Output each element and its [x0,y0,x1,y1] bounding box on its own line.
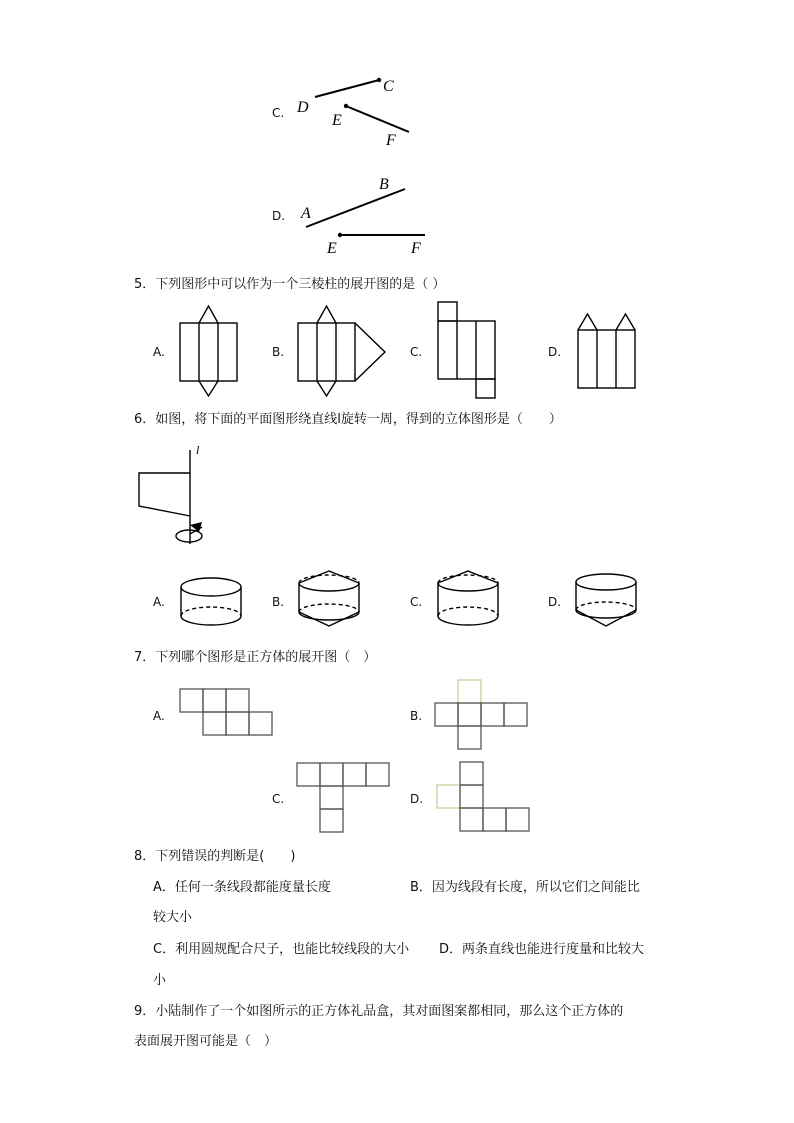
q4c-point-c: C [383,78,394,95]
q5-option-c-net [434,300,499,402]
q7-option-a-net [175,684,275,742]
q7-option-d-label: D. [410,792,424,806]
q4-option-d-figure [290,172,440,258]
q7-option-a-label: A. [153,709,165,723]
q4d-point-b: B [379,176,389,193]
q9-stem-line1: 9．小陆制作了一个如图所示的正方体礼品盒，其对面图案都相同，那么这个正方体的 [134,1004,624,1019]
q8-option-b-line2: 较大小 [153,910,193,925]
q4c-point-e: E [332,112,342,129]
q4d-point-f: F [411,240,421,257]
q6-rotation-figure [130,440,220,550]
q5-option-b-label: B. [272,345,285,359]
q6-axis-label: l [196,443,200,457]
q4c-point-f: F [386,132,396,149]
q6-option-c-label: C. [410,595,423,609]
q6-option-b-label: B. [272,595,285,609]
q5-option-a-label: A. [153,345,165,359]
q7-option-c-net [293,760,393,835]
q4-option-c-label: C. [272,106,285,120]
q8-option-d-line1: D．两条直线也能进行度量和比较大 [439,942,645,957]
q8-stem: 8．下列错误的判断是( ) [134,849,296,864]
q5-option-d-net [573,312,639,392]
q6-option-d-label: D. [548,595,562,609]
q8-option-b-line1: B．因为线段有长度，所以它们之间能比 [410,880,640,895]
q4-option-d-label: D. [272,209,286,223]
q7-stem: 7．下列哪个图形是正方体的展开图（ ） [134,650,377,665]
q5-option-b-net [293,303,393,398]
q4-option-c-figure [290,70,430,152]
q6-stem: 6．如图，将下面的平面图形绕直线l旋转一周，得到的立体图形是（ ） [134,412,562,427]
q7-option-b-label: B. [410,709,423,723]
q7-option-d-net [432,758,532,833]
q7-option-b-net [432,677,532,752]
q6-option-a-label: A. [153,595,165,609]
q5-option-a-net [175,303,245,398]
q7-option-c-label: C. [272,792,285,806]
q9-stem-line2: 表面展开图可能是（ ） [134,1034,278,1049]
q6-option-c-solid [432,568,504,634]
q5-option-c-label: C. [410,345,423,359]
q8-option-c: C．利用圆规配合尺子，也能比较线段的大小 [153,942,410,957]
q4d-point-e: E [327,240,337,257]
q5-option-d-label: D. [548,345,562,359]
q4c-point-d: D [297,99,309,116]
q6-option-a-cylinder [175,572,247,632]
q5-stem: 5．下列图形中可以作为一个三棱柱的展开图的是（ ） [134,277,446,292]
q8-option-a: A．任何一条线段都能度量长度 [153,880,331,895]
q6-option-d-solid [570,570,642,636]
q6-option-b-solid [293,568,365,640]
q8-option-d-line2: 小 [153,973,167,988]
q4d-point-a: A [301,205,311,222]
